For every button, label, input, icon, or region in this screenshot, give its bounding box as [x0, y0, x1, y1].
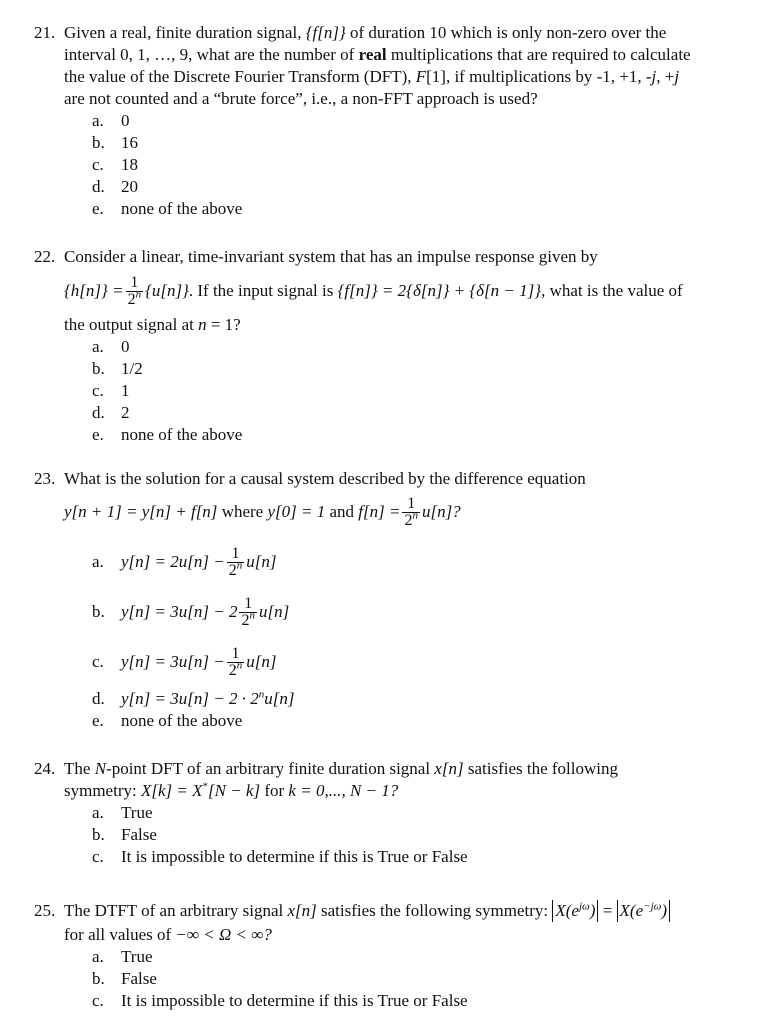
option-letter: d. — [92, 689, 105, 708]
fraction-denominator: 2 — [404, 511, 413, 529]
option-text: 20 — [121, 177, 138, 196]
fraction — [227, 546, 245, 579]
math-expr: {f[n]} = 2{δ[n]} + {δ[n − 1]} — [337, 281, 542, 300]
exponent: jω — [578, 900, 590, 913]
math-expr: {f[n]} — [305, 23, 346, 42]
stem-text: The — [64, 759, 91, 778]
math-expr: X(e — [619, 901, 644, 920]
option-letter: d. — [92, 177, 105, 196]
exponent: n — [412, 509, 418, 522]
math-expr: $X(e^{-j\omega})$ — [617, 900, 671, 922]
stem-text: . If the input signal is — [188, 281, 334, 300]
math-expr: -j — [645, 67, 657, 86]
exponent: n — [258, 688, 265, 701]
option-text: none of the above — [121, 425, 243, 444]
answer-option[interactable] — [0, 380, 770, 402]
stem-text: Consider a linear, time-invariant system that has an impulse response given by — [64, 247, 598, 266]
option-text: It is impossible to determine if this is True or False — [121, 991, 468, 1010]
fraction-denominator: 2 — [127, 290, 136, 308]
option-text: none of the above — [121, 711, 243, 730]
math-expr: = 1? — [210, 315, 241, 334]
math-expr: $X(e^{j\omega})$ — [552, 900, 598, 922]
option-text: True — [121, 947, 153, 966]
exponent: n — [236, 659, 243, 672]
answer-option[interactable] — [0, 640, 770, 684]
answer-option[interactable] — [0, 802, 770, 824]
option-letter: b. — [92, 825, 105, 844]
option-letter: c. — [92, 381, 104, 400]
math-expr: u[n] — [264, 689, 295, 708]
answer-option[interactable] — [0, 968, 770, 990]
option-text: 1/2 — [121, 359, 143, 378]
option-text: 0 — [121, 111, 130, 130]
option-text: True — [121, 803, 153, 822]
fraction-numerator: 1 — [227, 546, 245, 563]
math-expr: k = 0,..., N − 1? — [288, 781, 399, 800]
stem-text: What is the solution for a causal system described by the difference equation — [64, 469, 586, 488]
stem-text: [1], if multiplications by -1, +1, — [426, 67, 642, 86]
question-24 — [0, 758, 770, 868]
option-letter: b. — [92, 602, 105, 621]
math-expr: f[n] = — [358, 502, 401, 521]
math-expr: y[n + 1] = y[n] + f[n] — [64, 502, 218, 521]
answer-option[interactable] — [0, 710, 770, 732]
math-expr: F — [415, 67, 427, 86]
math-expr: X(e — [555, 901, 579, 920]
answer-option[interactable] — [0, 824, 770, 846]
math-expr: y[n] = 3u[n] − 2 · 2 — [121, 689, 259, 708]
exponent: n — [135, 288, 142, 301]
option-text: It is impossible to determine if this is True or False — [121, 847, 468, 866]
option-text: 16 — [121, 133, 138, 152]
stem-text: and — [329, 502, 355, 521]
exponent: −jω — [643, 900, 662, 913]
math-expr: n — [198, 315, 207, 334]
question-number: 21. — [34, 23, 56, 42]
fraction — [126, 275, 144, 308]
option-text: none of the above — [121, 199, 243, 218]
math-expr: u[n] — [246, 552, 277, 571]
stem-text: for — [264, 781, 285, 800]
question-23-stem — [0, 468, 770, 534]
math-expr: y[n] = 3u[n] − — [121, 652, 225, 671]
option-letter: c. — [92, 991, 104, 1010]
option-letter: a. — [92, 803, 104, 822]
math-expr: [N − k] — [208, 781, 261, 800]
fraction-numerator: 1 — [239, 596, 257, 613]
exponent: * — [202, 780, 208, 793]
question-number: 22. — [34, 247, 56, 266]
stem-text: multiplications that are required to calculate — [390, 45, 691, 64]
option-letter: a. — [92, 111, 104, 130]
stem-text: the value of the Discrete Fourier Transform (DFT), — [64, 67, 412, 86]
math-expr: u[n]? — [421, 502, 461, 521]
answer-option[interactable] — [0, 590, 770, 634]
option-text: 2 — [121, 403, 130, 422]
answer-option[interactable] — [0, 402, 770, 424]
stem-text: -point DFT of an arbitrary finite duration signal — [106, 759, 431, 778]
stem-text: of duration 10 which is only non-zero over the — [350, 23, 667, 42]
answer-options — [0, 802, 770, 868]
answer-option[interactable] — [0, 132, 770, 154]
math-expr: X[k] = X — [140, 781, 203, 800]
fraction-denominator: 2 — [241, 611, 250, 629]
math-expr: u[n] — [246, 652, 277, 671]
fraction — [239, 596, 257, 629]
fraction-denominator: 2 — [228, 661, 237, 679]
stem-text: for all values of — [64, 925, 172, 944]
question-number: 23. — [34, 469, 56, 488]
fraction-denominator: 2 — [228, 561, 237, 579]
fraction-numerator: 1 — [227, 646, 245, 663]
math-expr: −∞ < Ω < ∞? — [175, 925, 272, 944]
answer-options — [0, 110, 770, 220]
math-expr: {u[n]} — [145, 281, 189, 300]
fraction — [227, 646, 245, 679]
math-expr: N — [94, 759, 107, 778]
exponent: n — [249, 609, 255, 622]
fraction — [402, 496, 420, 529]
option-text: 0 — [121, 337, 130, 356]
option-letter: e. — [92, 199, 104, 218]
fraction-numerator: 1 — [126, 275, 144, 292]
stem-text: where — [221, 502, 264, 521]
math-expr: y[0] = 1 — [267, 502, 326, 521]
answer-option[interactable] — [0, 846, 770, 868]
stem-text: the output signal at — [64, 315, 194, 334]
stem-text: , what is the value of — [541, 281, 683, 300]
exponent: n — [236, 559, 243, 572]
answer-option[interactable] — [0, 946, 770, 968]
stem-text: , + — [656, 67, 675, 86]
answer-option[interactable] — [0, 424, 770, 446]
option-letter: e. — [92, 711, 104, 730]
math-expr: x[n] — [434, 759, 464, 778]
answer-option[interactable] — [0, 336, 770, 358]
question-22 — [0, 246, 770, 446]
answer-options — [0, 540, 770, 732]
question-number: 25. — [34, 901, 56, 920]
answer-option[interactable] — [0, 176, 770, 198]
math-expr: u[n] — [258, 602, 290, 621]
option-text: False — [121, 825, 157, 844]
option-text: 1 — [121, 381, 130, 400]
option-letter: d. — [92, 403, 105, 422]
option-letter: e. — [92, 425, 104, 444]
math-expr: {h[n]} = — [64, 281, 124, 300]
question-number: 24. — [34, 759, 56, 778]
stem-text: satisfies the following — [467, 759, 618, 778]
option-text: False — [121, 969, 157, 988]
question-24-stem — [0, 758, 770, 802]
question-22-stem — [0, 246, 770, 336]
option-letter: b. — [92, 133, 105, 152]
answer-option[interactable] — [0, 198, 770, 220]
answer-option[interactable] — [0, 110, 770, 132]
emphasis-text: real — [358, 45, 387, 64]
math-expr: y[n] = 2u[n] − — [121, 552, 225, 571]
answer-options — [0, 946, 770, 1012]
question-21 — [0, 22, 770, 220]
question-25 — [0, 898, 770, 1012]
answer-option[interactable] — [0, 358, 770, 380]
question-25-stem: 25. The DTFT of an arbitrary signal x[n] satisfies the following symmetry: $X(e^{j\omega})$ = $X(e^{-j\omega})$ for all values of −∞ < Ω < ∞? — [0, 898, 770, 946]
math-expr: y[n] = 3u[n] − 2 — [121, 602, 238, 621]
option-letter: b. — [92, 359, 105, 378]
math-expr: j — [674, 67, 680, 86]
answer-option[interactable] — [0, 154, 770, 176]
question-21-stem — [0, 22, 770, 110]
fraction-numerator: 1 — [402, 496, 420, 513]
question-23 — [0, 468, 770, 732]
option-letter: a. — [92, 947, 104, 966]
math-expr: x[n] — [287, 901, 317, 920]
stem-text: are not counted and a “brute force”, i.e., a non-FFT approach is used? — [64, 89, 538, 108]
stem-text: symmetry: — [64, 781, 137, 800]
answer-option[interactable] — [0, 688, 770, 710]
answer-option[interactable] — [0, 540, 770, 584]
option-letter: a. — [92, 552, 104, 571]
stem-text: satisfies the following symmetry: — [321, 901, 549, 920]
option-letter: c. — [92, 652, 104, 671]
option-letter: c. — [92, 847, 104, 866]
option-letter: a. — [92, 337, 104, 356]
option-letter: c. — [92, 155, 104, 174]
option-letter: b. — [92, 969, 105, 988]
answer-options — [0, 336, 770, 446]
stem-text: interval 0, 1, …, 9, what are the number of — [64, 45, 355, 64]
stem-text: The DTFT of an arbitrary signal — [64, 901, 284, 920]
option-text: 18 — [121, 155, 138, 174]
answer-option[interactable] — [0, 990, 770, 1012]
stem-text: Given a real, finite duration signal, — [64, 23, 302, 42]
